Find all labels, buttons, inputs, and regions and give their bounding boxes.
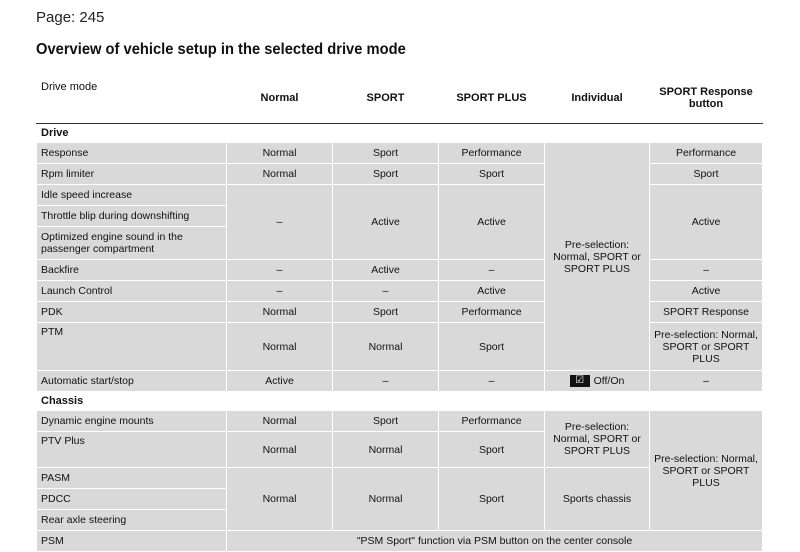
row-label-pdk: PDK — [37, 302, 227, 323]
page-heading: Overview of vehicle setup in the selected drive mode — [36, 41, 406, 58]
cell-individual-mounts-ptv: Pre-selection: Normal, SPORT or SPORT PLUS — [545, 411, 650, 468]
cell-mounts-sport-plus: Performance — [439, 411, 545, 432]
cell-backfire-sport-response: – — [650, 260, 763, 281]
cell-psm-note: "PSM Sport" function via PSM button on the center console — [227, 531, 763, 552]
header-sport-response: SPORT Response button — [650, 73, 763, 124]
cell-response-sport-response: Performance — [650, 143, 763, 164]
cell-ptv-sport-plus: Sport — [439, 432, 545, 468]
row-label-idle: Idle speed increase — [37, 185, 227, 206]
row-label-rpm: Rpm limiter — [37, 164, 227, 185]
cell-ptv-sport: Normal — [333, 432, 439, 468]
cell-launch-normal: – — [227, 281, 333, 302]
drive-mode-table — [36, 73, 763, 552]
cell-autostart-sport: – — [333, 371, 439, 392]
cell-mounts-normal: Normal — [227, 411, 333, 432]
table-row — [37, 143, 763, 164]
cell-ptm-sport-response: Pre-selection: Normal, SPORT or SPORT PLUS — [650, 323, 763, 371]
table-row — [37, 411, 763, 432]
row-label-pasm: PASM — [37, 468, 227, 489]
cell-mounts-sport: Sport — [333, 411, 439, 432]
row-label-sound: Optimized engine sound in the passenger compartment — [37, 227, 227, 260]
cell-individual-drive: Pre-selection: Normal, SPORT or SPORT PLUS — [545, 143, 650, 371]
cell-autostart-sport-response: – — [650, 371, 763, 392]
cell-response-normal: Normal — [227, 143, 333, 164]
cell-rpm-sport: Sport — [333, 164, 439, 185]
table-row — [37, 323, 763, 371]
header-sport-plus: SPORT PLUS — [439, 73, 545, 124]
cell-autostart-sport-plus: – — [439, 371, 545, 392]
cell-group-normal: – — [227, 185, 333, 260]
cell-group-sport-plus: Active — [439, 185, 545, 260]
header-normal: Normal — [227, 73, 333, 124]
cell-backfire-normal: – — [227, 260, 333, 281]
row-label-autostart: Automatic start/stop — [37, 371, 227, 392]
cell-chassis-sport-plus: Sport — [439, 468, 545, 531]
cell-pdk-normal: Normal — [227, 302, 333, 323]
table-row — [37, 164, 763, 185]
cell-sport-response-chassis: Pre-selection: Normal, SPORT or SPORT PLUS — [650, 411, 763, 531]
header-individual: Individual — [545, 73, 650, 124]
cell-chassis-normal: Normal — [227, 468, 333, 531]
section-drive: Drive — [37, 124, 763, 143]
cell-pdk-sport-response: SPORT Response — [650, 302, 763, 323]
cell-rpm-sport-plus: Sport — [439, 164, 545, 185]
checkbox-icon: ☑ — [570, 375, 590, 387]
row-label-ptv: PTV Plus — [37, 432, 227, 468]
section-row — [37, 124, 763, 143]
page-label: Page: 245 — [36, 9, 105, 26]
cell-autostart-individual — [545, 371, 650, 392]
cell-ptv-normal: Normal — [227, 432, 333, 468]
section-row — [37, 392, 763, 411]
cell-launch-sport-response: Active — [650, 281, 763, 302]
row-label-rear-axle: Rear axle steering — [37, 510, 227, 531]
row-label-launch: Launch Control — [37, 281, 227, 302]
row-label-pdcc: PDCC — [37, 489, 227, 510]
table-row — [37, 185, 763, 206]
cell-group-sport: Active — [333, 185, 439, 260]
cell-group-sport-response: Active — [650, 185, 763, 260]
table-header-row — [37, 73, 763, 124]
row-label-throttle: Throttle blip during downshifting — [37, 206, 227, 227]
cell-backfire-sport: Active — [333, 260, 439, 281]
cell-rpm-sport-response: Sport — [650, 164, 763, 185]
autostart-individual-value: Off/On — [593, 374, 625, 387]
header-drive-mode: Drive mode — [37, 73, 227, 124]
cell-launch-sport-plus: Active — [439, 281, 545, 302]
cell-rpm-normal: Normal — [227, 164, 333, 185]
row-label-psm: PSM — [37, 531, 227, 552]
cell-pdk-sport: Sport — [333, 302, 439, 323]
header-sport: SPORT — [333, 73, 439, 124]
row-label-response: Response — [37, 143, 227, 164]
cell-launch-sport: – — [333, 281, 439, 302]
table-row — [37, 281, 763, 302]
cell-response-sport: Sport — [333, 143, 439, 164]
cell-pdk-sport-plus: Performance — [439, 302, 545, 323]
table-row — [37, 260, 763, 281]
cell-ptm-sport: Normal — [333, 323, 439, 371]
cell-response-sport-plus: Performance — [439, 143, 545, 164]
cell-ptm-sport-plus: Sport — [439, 323, 545, 371]
row-label-backfire: Backfire — [37, 260, 227, 281]
section-chassis: Chassis — [37, 392, 763, 411]
table-row — [37, 531, 763, 552]
cell-ptm-normal: Normal — [227, 323, 333, 371]
row-label-ptm: PTM — [37, 323, 227, 371]
table-row — [37, 371, 763, 392]
table-row — [37, 302, 763, 323]
cell-chassis-individual: Sports chassis — [545, 468, 650, 531]
cell-backfire-sport-plus: – — [439, 260, 545, 281]
row-label-mounts: Dynamic engine mounts — [37, 411, 227, 432]
cell-chassis-sport: Normal — [333, 468, 439, 531]
cell-autostart-normal: Active — [227, 371, 333, 392]
